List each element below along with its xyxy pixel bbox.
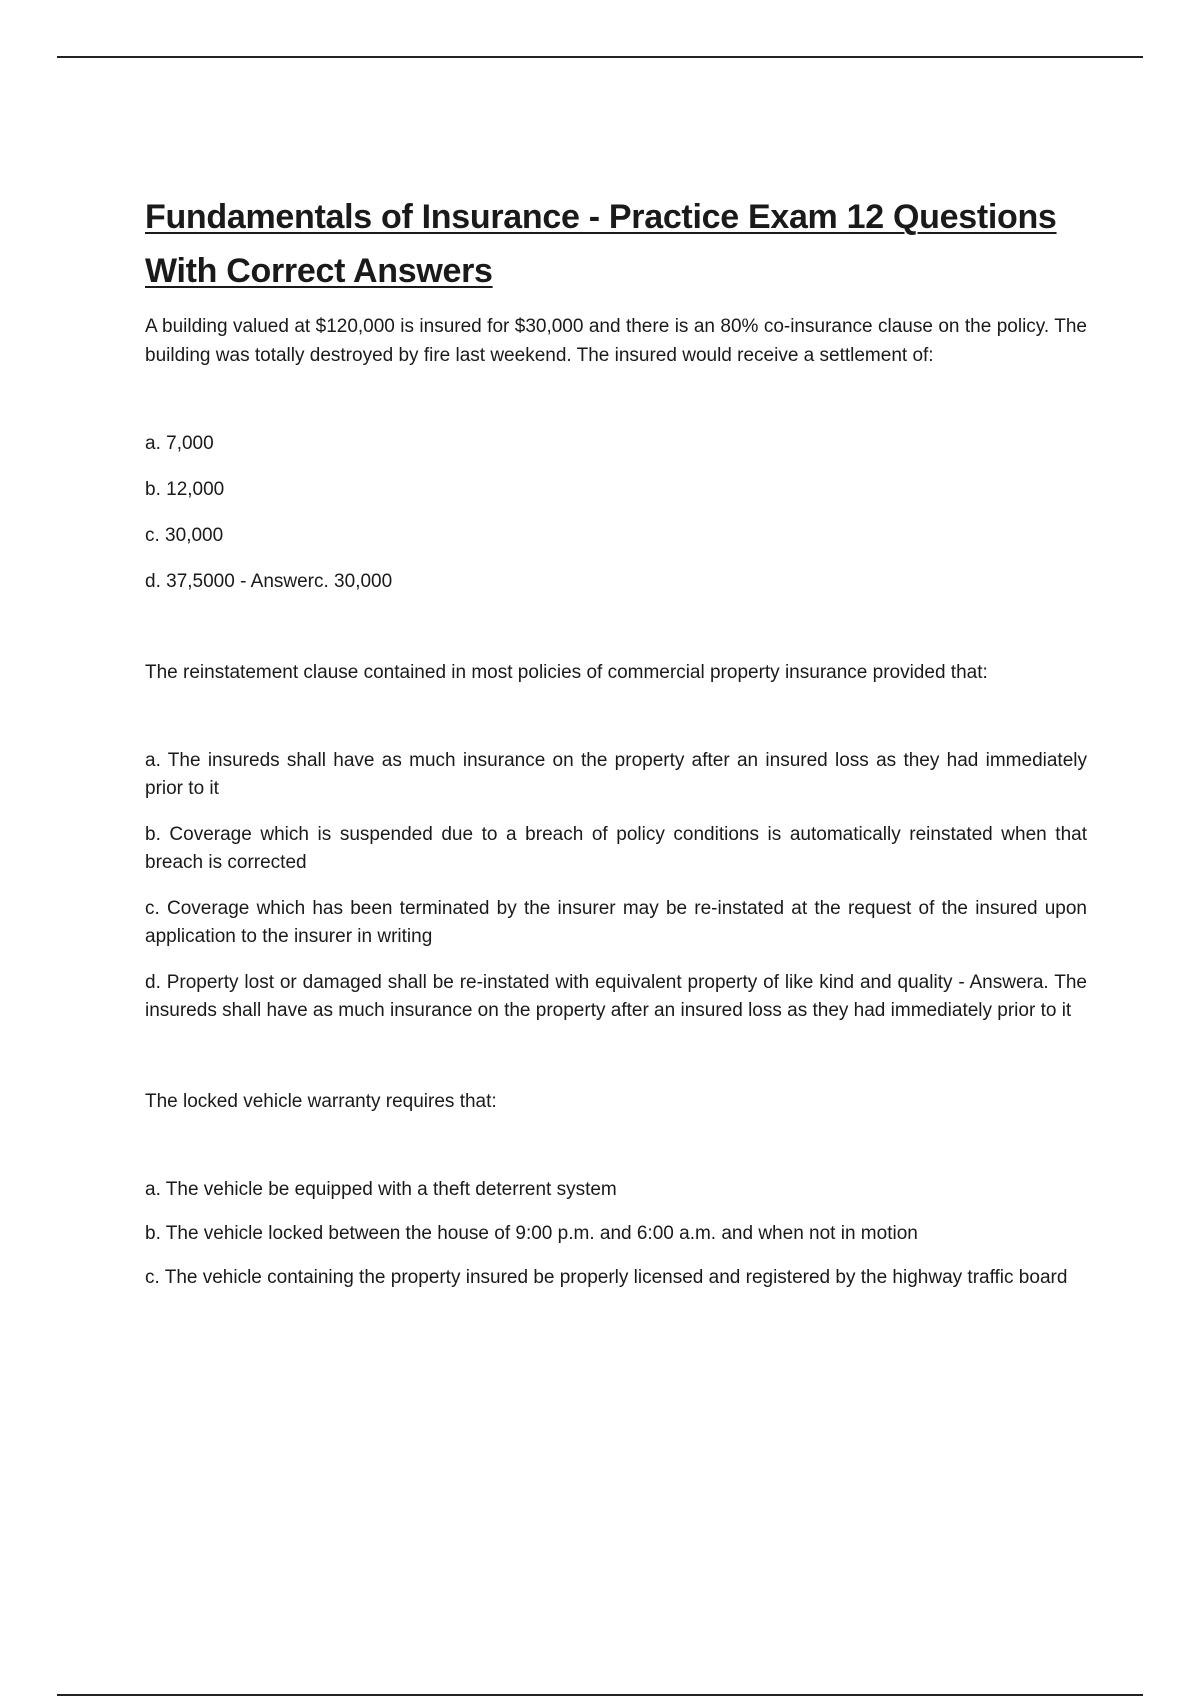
- question-1-text: A building valued at $120,000 is insured for $30,000 and there is an 80% co-insurance clause on the policy. The building was totally destroyed by fire last weekend. The insured would receive a settlement of:: [145, 316, 1087, 366]
- bottom-rule: [57, 1694, 1143, 1696]
- question-3-options: [145, 1176, 1087, 1292]
- question-2-options: [145, 747, 1087, 1025]
- document-title: Fundamentals of Insurance - Practice Exam 12 Questions With Correct Answers: [145, 198, 1057, 290]
- top-rule: [57, 56, 1143, 58]
- question-2-option-a: a. The insureds shall have as much insurance on the property after an insured loss as they had immediately prior to it: [145, 750, 1087, 799]
- question-3-text: The locked vehicle warranty requires that:: [145, 1091, 497, 1112]
- question-2-text: The reinstatement clause contained in most policies of commercial property insurance provided that:: [145, 662, 988, 683]
- question-1-option-d: d. 37,5000 - Answerc. 30,000: [145, 571, 393, 592]
- question-3-option-c: c. The vehicle containing the property insured be properly licensed and registered by the highway traffic board: [145, 1267, 1068, 1288]
- document-body: [145, 190, 1087, 1292]
- question-1-option-c: c. 30,000: [145, 525, 224, 546]
- question-1-option-b: b. 12,000: [145, 479, 225, 500]
- question-2-option-d: d. Property lost or damaged shall be re-instated with equivalent property of like kind and quality - Answera. The insureds shall have as much insurance on the property after an insured loss as they had immediately prior to it: [145, 972, 1087, 1021]
- question-3-option-a: a. The vehicle be equipped with a theft deterrent system: [145, 1179, 617, 1200]
- question-3-option-b: b. The vehicle locked between the house of 9:00 p.m. and 6:00 a.m. and when not in motion: [145, 1223, 918, 1244]
- question-2-option-c: c. Coverage which has been terminated by the insurer may be re-instated at the request of the insured upon application to the insurer in writing: [145, 898, 1087, 947]
- question-1-options: [145, 430, 1087, 596]
- question-2-option-b: b. Coverage which is suspended due to a breach of policy conditions is automatically reinstated when that breach is corrected: [145, 824, 1087, 873]
- question-1-option-a: a. 7,000: [145, 433, 214, 454]
